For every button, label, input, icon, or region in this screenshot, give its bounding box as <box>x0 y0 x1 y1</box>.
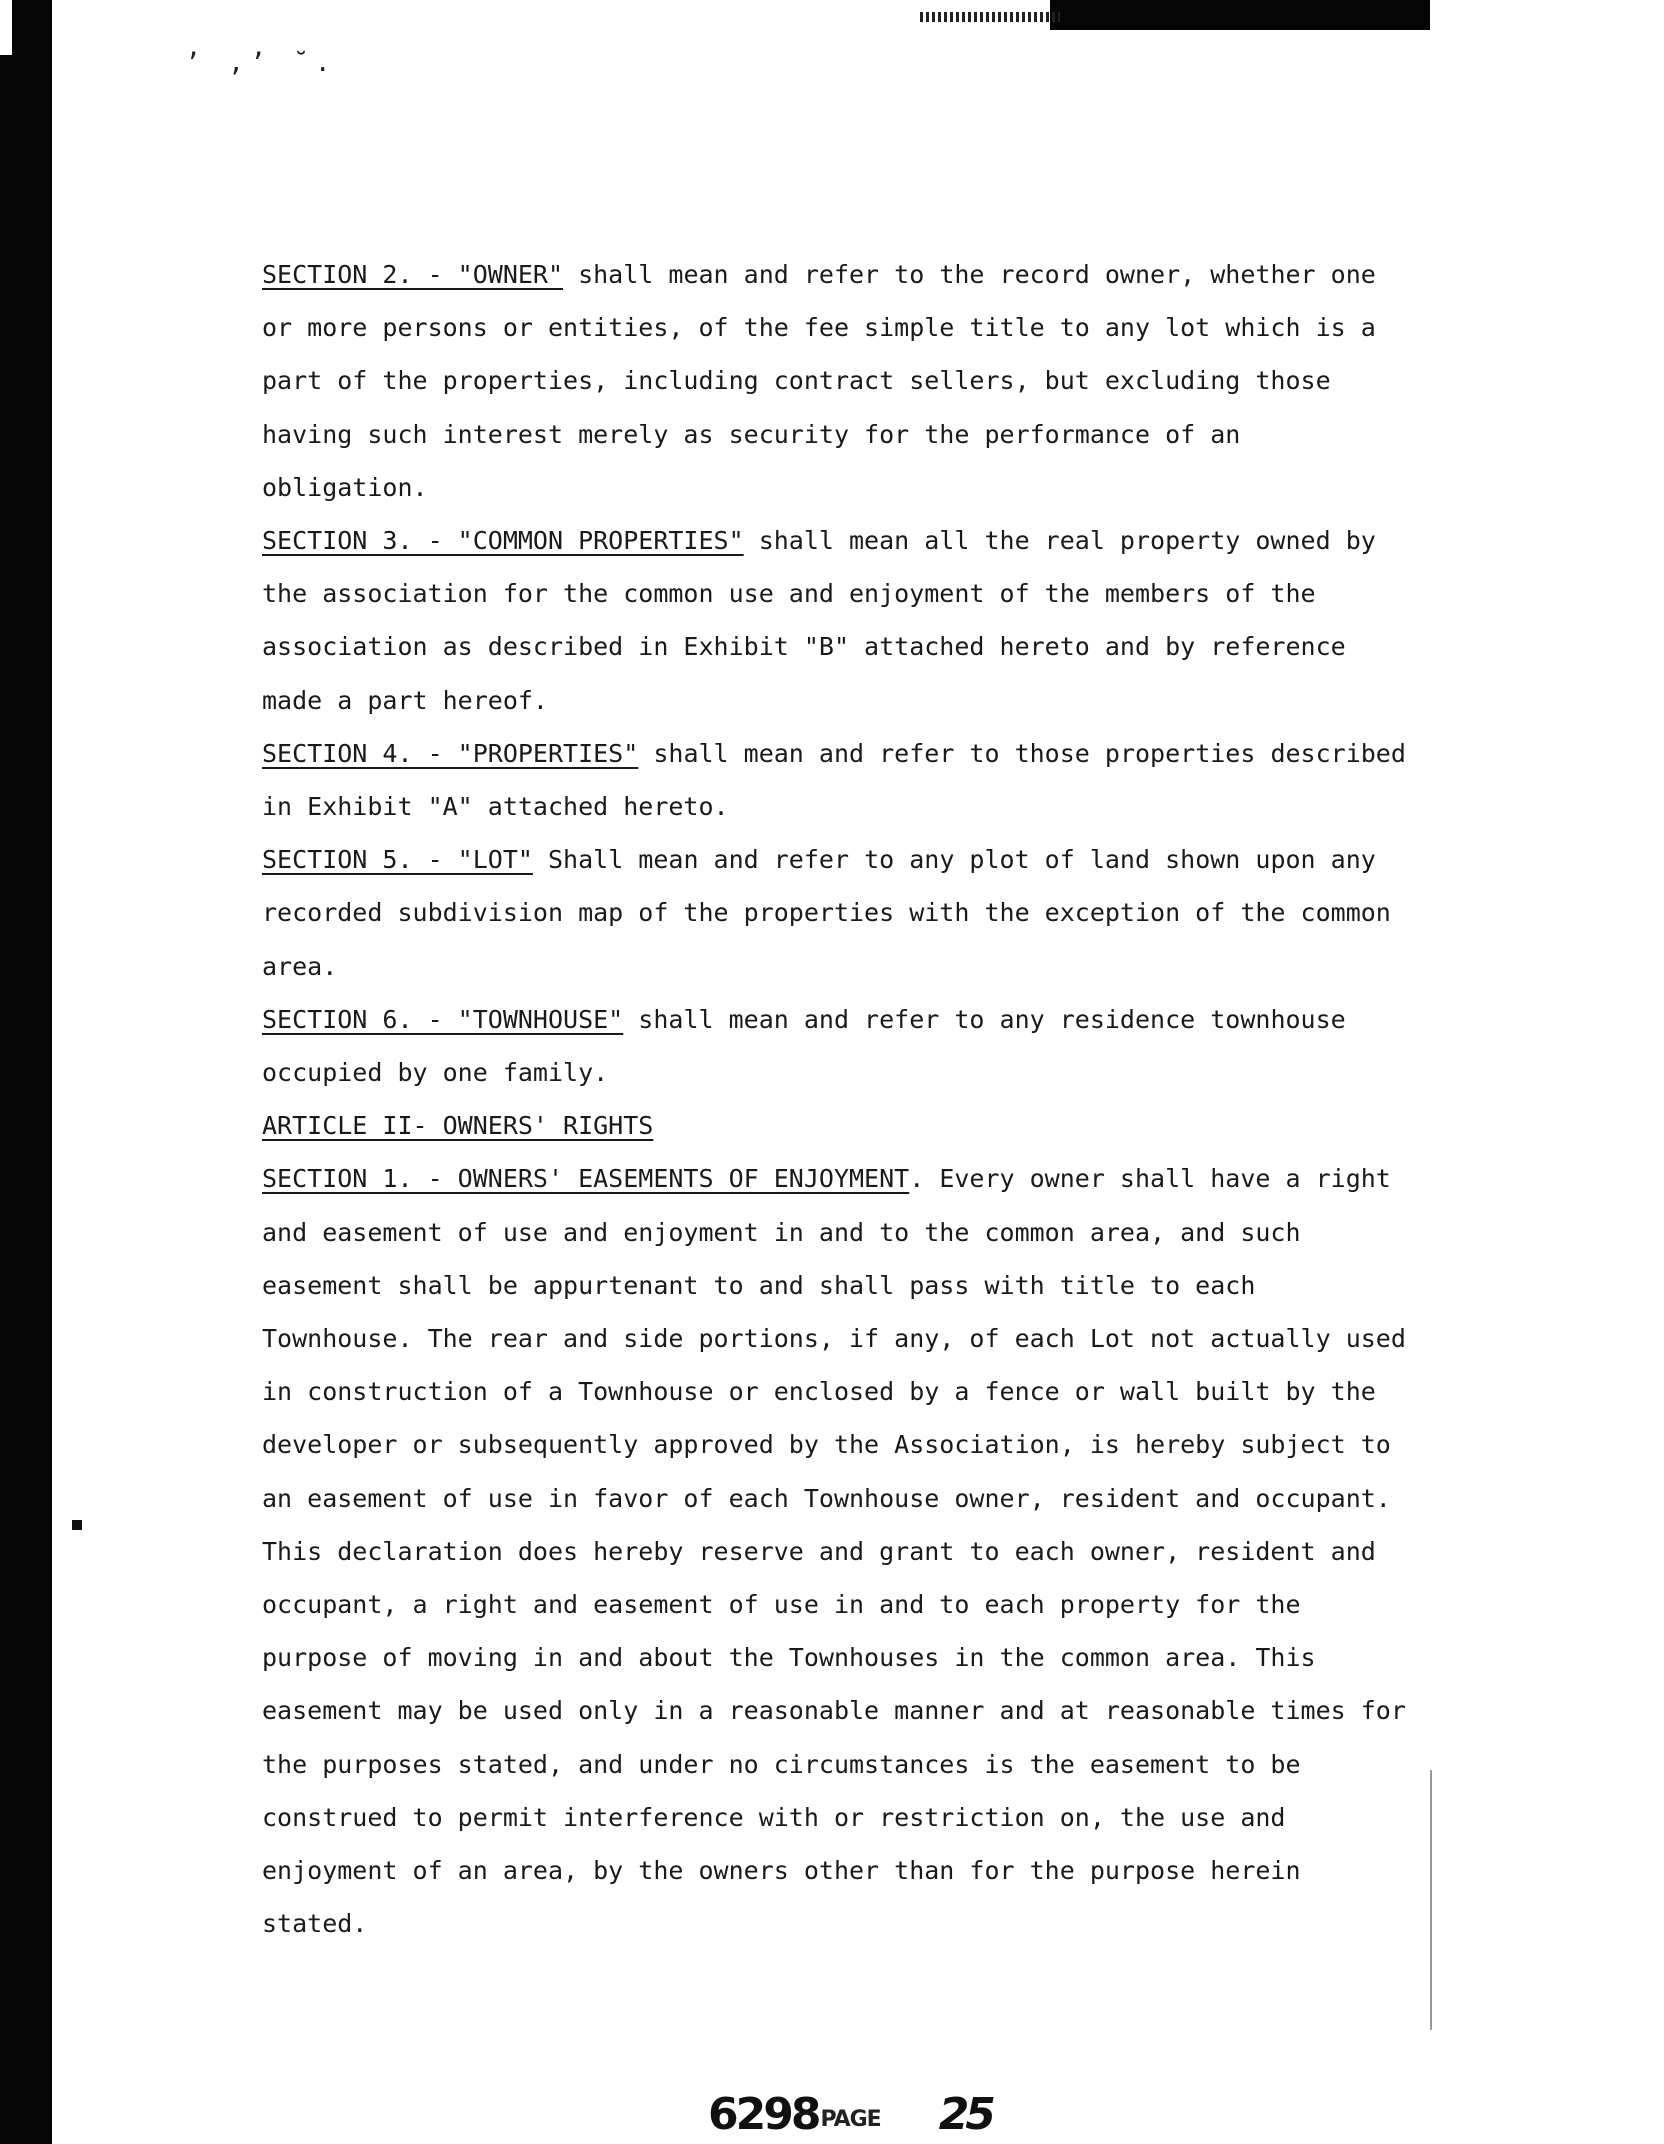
section-owner <box>262 248 1412 514</box>
scan-edge-line <box>1430 1770 1432 2030</box>
section-townhouse <box>262 993 1412 1099</box>
page-number: 25 <box>938 2089 992 2140</box>
section-text: shall mean and refer to any residence townhouse occupied by one family. <box>262 1004 1346 1088</box>
section-easements <box>262 1152 1412 1950</box>
scan-border-notch <box>0 0 12 55</box>
section-heading: SECTION 1. - OWNERS' EASEMENTS OF ENJOYMENT <box>262 1164 910 1194</box>
document-body <box>262 248 1412 1951</box>
scan-specks: ʼ ,’ ˘. <box>185 48 337 78</box>
section-common-properties <box>262 514 1412 727</box>
book-page-stamp <box>708 2090 992 2140</box>
section-heading: SECTION 2. - "OWNER" <box>262 260 564 289</box>
section-heading: SECTION 3. - "COMMON PROPERTIES" <box>262 526 744 556</box>
article-heading <box>262 1099 1412 1152</box>
section-lot <box>262 833 1412 993</box>
section-text: shall mean and refer to the record owner, whether one or more persons or entities, of the fee simple title to any lot which is a part of the properties, including contract sellers, but excluding those having such interest merely as security for the performance of an obligation. <box>262 260 1376 502</box>
scan-dot <box>72 1520 82 1530</box>
section-text: Shall mean and refer to any plot of land shown upon any recorded subdivision map of the properties with the exception of the common area. <box>262 845 1391 981</box>
scan-border-left <box>0 0 52 2144</box>
section-properties <box>262 727 1412 833</box>
section-heading: SECTION 4. - "PROPERTIES" <box>262 738 639 768</box>
section-heading: SECTION 5. - "LOT" <box>262 845 533 875</box>
section-text: . Every owner shall have a right and easement of use and enjoyment in and to the common area, and such easement shall be appurtenant to and shall pass with title to each Townhouse. The rear and side portions, if any, of each Lot not actually used in construction of a Townhouse or enclosed by a fence or wall built by the developer or subsequently approved by the Association, is hereby subject to an easement of use in favor of each Townhouse owner, resident and occupant. This declaration does hereby reserve and grant to each owner, resident and occupant, a right and easement of use in and to each property for the purpose of moving in and about the Townhouses in the common area. This easement may be used only in a reasonable manner and at reasonable times for the purposes stated, and under no circumstances is the easement to be construed to permit interference with or restriction on, the use and enjoyment of an area, by the owners other than for the purpose herein stated. <box>262 1164 1406 1939</box>
scan-border-top <box>1050 0 1430 30</box>
book-number: 6298 <box>708 2089 819 2140</box>
scan-noise-top <box>920 12 1060 22</box>
article-title: ARTICLE II- OWNERS' RIGHTS <box>262 1111 654 1141</box>
page-label: PAGE <box>820 2107 881 2132</box>
section-text: shall mean all the real property owned by the association for the common use and enjoyment of the members of the association as described in Exhibit "B" attached hereto and by reference made a part hereof. <box>262 526 1376 715</box>
section-text: shall mean and refer to those properties described in Exhibit "A" attached hereto. <box>262 738 1406 822</box>
section-heading: SECTION 6. - "TOWNHOUSE" <box>262 1004 624 1034</box>
